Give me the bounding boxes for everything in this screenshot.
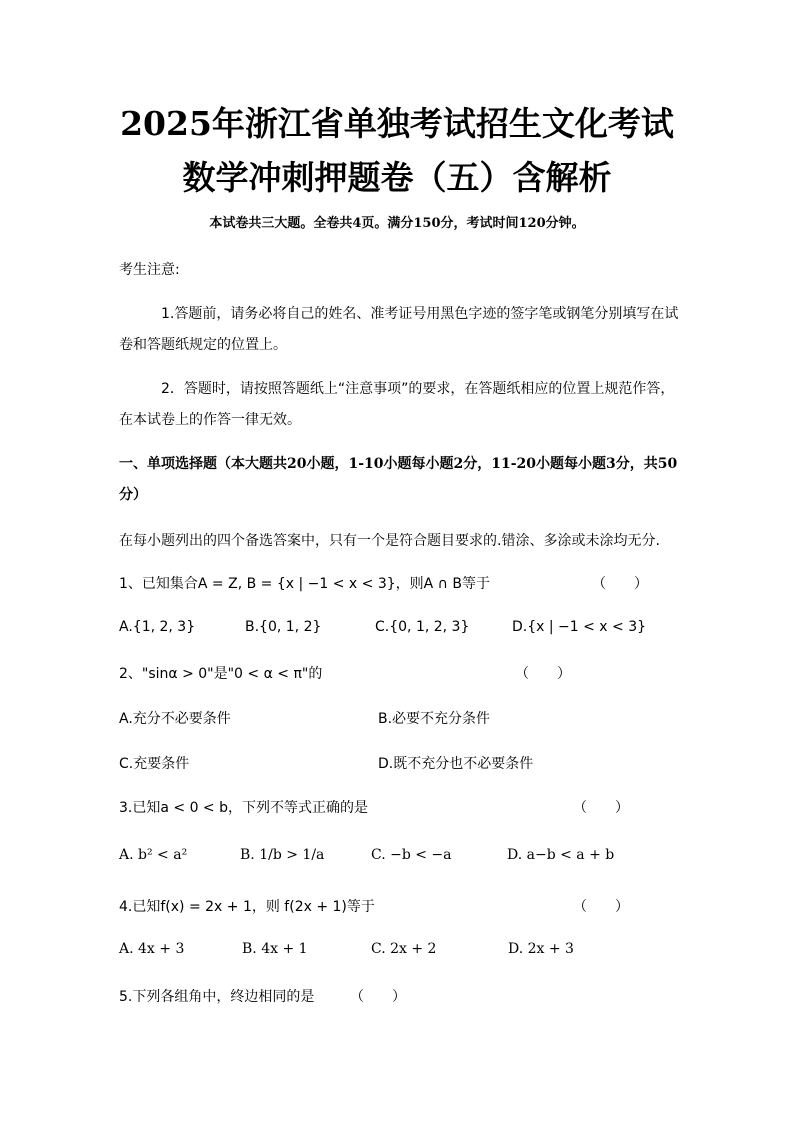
question-3-answer-blank: （ ） [573, 800, 629, 816]
question-2-option-a: A.充分不必要条件 [119, 711, 231, 727]
notice-heading: 考生注意: [119, 262, 180, 278]
exam-subtitle: 本试卷共三大题。全卷共4页。满分150分，考试时间120分钟。 [209, 216, 585, 231]
notice-item1-line1: 1.答题前，请务必将自己的姓名、准考证号用黑色字迹的签字笔或钢笔分别填写在试 [161, 306, 679, 322]
question-4-option-a: A. 4x + 3 [119, 941, 185, 957]
page-title-line2: 数学冲刺押题卷（五）含解析 [182, 158, 612, 197]
section1-heading-line2: 分） [119, 487, 147, 503]
question-2-option-d: D.既不充分也不必要条件 [378, 756, 534, 772]
question-3-option-d: D. a−b < a + b [507, 847, 615, 863]
question-1-option-b: B.{0, 1, 2} [245, 619, 322, 635]
question-5-stem: 5.下列各组角中，终边相同的是 [119, 989, 315, 1005]
page-title-line1: 2025年浙江省单独考试招生文化考试 [120, 104, 674, 143]
question-1-stem: 1、已知集合A = Z, B = {x | −1 < x < 3}，则A ∩ B等于 [119, 576, 490, 592]
question-3-option-b: B. 1/b > 1/a [240, 847, 325, 863]
question-2-option-c: C.充要条件 [119, 756, 190, 772]
section1-instruction: 在每小题列出的四个备选答案中，只有一个是符合题目要求的.错涂、多涂或未涂均无分. [119, 533, 660, 549]
notice-item2-line1: 2．答题时，请按照答题纸上“注意事项”的要求，在答题纸相应的位置上规范作答， [161, 381, 675, 397]
question-1-option-c: C.{0, 1, 2, 3} [375, 619, 470, 635]
question-3-option-c: C. −b < −a [371, 847, 452, 863]
question-2-answer-blank: （ ） [515, 666, 571, 682]
question-2-option-b: B.必要不充分条件 [378, 711, 491, 727]
question-4-option-c: C. 2x + 2 [371, 941, 437, 957]
notice-item1-line2: 卷和答题纸规定的位置上。 [119, 337, 287, 353]
question-5-answer-blank: （ ） [350, 989, 406, 1005]
question-3-stem: 3.已知a < 0 < b，下列不等式正确的是 [119, 800, 368, 816]
question-3-option-a: A. b² < a² [119, 847, 188, 863]
question-2-stem: 2、"sinα > 0"是"0 < α < π"的 [119, 666, 323, 682]
question-4-answer-blank: （ ） [573, 899, 629, 915]
question-4-option-b: B. 4x + 1 [242, 941, 308, 957]
question-1-option-a: A.{1, 2, 3} [119, 619, 196, 635]
question-4-stem: 4.已知f(x) = 2x + 1，则 f(2x + 1)等于 [119, 899, 375, 915]
section1-heading-line1: 一、单项选择题（本大题共20小题，1-10小题每小题2分，11-20小题每小题3分，共50 [119, 456, 678, 472]
question-1-answer-blank: （ ） [592, 576, 648, 592]
question-1-option-d: D.{x | −1 < x < 3} [512, 619, 647, 635]
question-4-option-d: D. 2x + 3 [508, 941, 574, 957]
notice-item2-line2: 在本试卷上的作答一律无效。 [119, 412, 301, 428]
